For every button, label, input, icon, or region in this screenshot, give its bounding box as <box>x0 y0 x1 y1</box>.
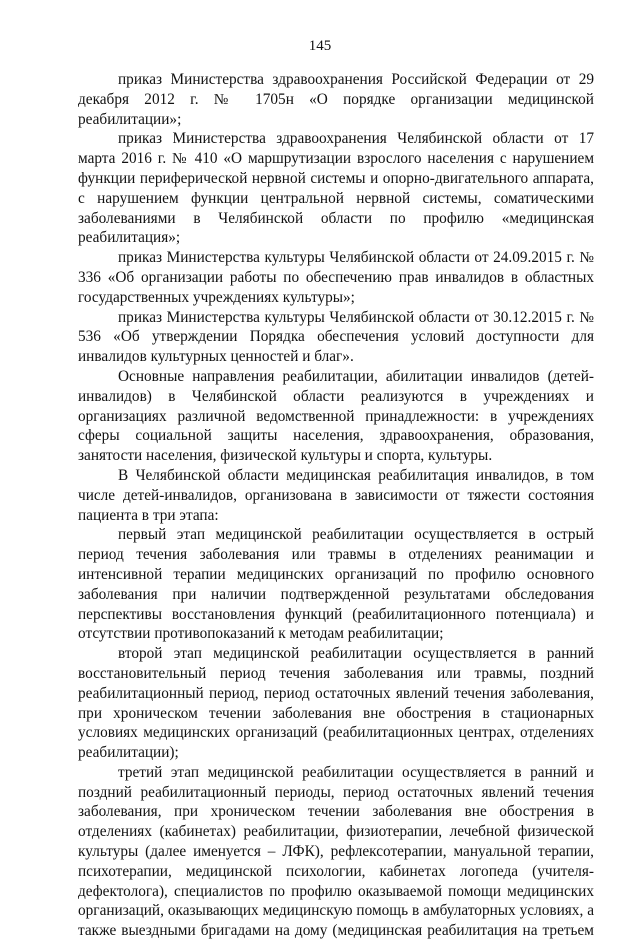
paragraph-stage-1: первый этап медицинской реабилитации осуществляется в острый период течения заболевания или травмы в отделениях реанимации и интенсивной терапии медицинских организаций по профилю основного заболевания при наличии подтвержденной результатами обследования перспективы восстановления функций (реабилитационного потенциала) и отсутствии противопоказаний к методам реабилитации; <box>78 526 594 643</box>
paragraph-three-stages-intro: В Челябинской области медицинская реабилитация инвалидов, в том числе детей-инвалидов, организована в зависимости от тяжести состояния пациента в три этапа: <box>78 466 594 524</box>
paragraph-order-1705n: приказ Министерства здравоохранения Российской Федерации от 29 декабря 2012 г. № 1705н «О порядке организации медицинской реабилитации»; <box>78 71 594 128</box>
paragraph-order-336: приказ Министерства культуры Челябинской области от 24.09.2015 г. № 336 «Об организации работы по обеспечению прав инвалидов в областных государственных учреждениях культуры»; <box>78 249 594 306</box>
paragraph-order-410: приказ Министерства здравоохранения Челябинской области от 17 марта 2016 г. № 410 «О маршрутизации взрослого населения с нарушением функции периферической нервной системы и опорно-двигательного аппарата, с нарушением функции центральной нервной системы, соматическими заболеваниями в Челябинской области по профилю «медицинская реабилитация»; <box>78 130 594 247</box>
page-number: 145 <box>308 38 332 54</box>
paragraph-main-directions: Основные направления реабилитации, абилитации инвалидов (детей-инвалидов) в Челябинской области реализуются в учреждениях и организациях различной ведомственной принадлежности: в учреждениях сферы социальной защиты населения, здравоохранения, образования, занятости населения, физической культуры и спорта, культуры. <box>78 367 594 465</box>
paragraph-stage-2: второй этап медицинской реабилитации осуществляется в ранний восстановительный период течения заболевания или травмы, поздний реабилитационный период, период остаточных явлений течения заболевания, при хроническом течении заболевания вне обострения в стационарных условиях медицинских организаций (реабилитационных центрах, отделениях реабилитации); <box>78 645 594 762</box>
body-text <box>78 70 594 941</box>
paragraph-stage-3: третий этап медицинской реабилитации осуществляется в ранний и поздний реабилитационный периоды, период остаточных явлений течения заболевания, при хроническом течении заболевания вне обострения в отделениях (кабинетах) реабилитации, физиотерапии, лечебной физической культуры (далее именуется – ЛФК), рефлексотерапии, мануальной терапии, психотерапии, медицинской психологии, кабинетах логопеда (учителя-дефектолога), специалистов по профилю оказываемой помощи медицинских организаций, оказывающих медицинскую помощь в амбулаторных условиях, а также выездными бригадами на дому (медицинская реабилитация на третьем <box>78 763 594 940</box>
paragraph-order-536: приказ Министерства культуры Челябинской области от 30.12.2015 г. № 536 «Об утверждении Порядка обеспечения условий доступности для инвалидов культурных ценностей и благ». <box>78 308 594 366</box>
